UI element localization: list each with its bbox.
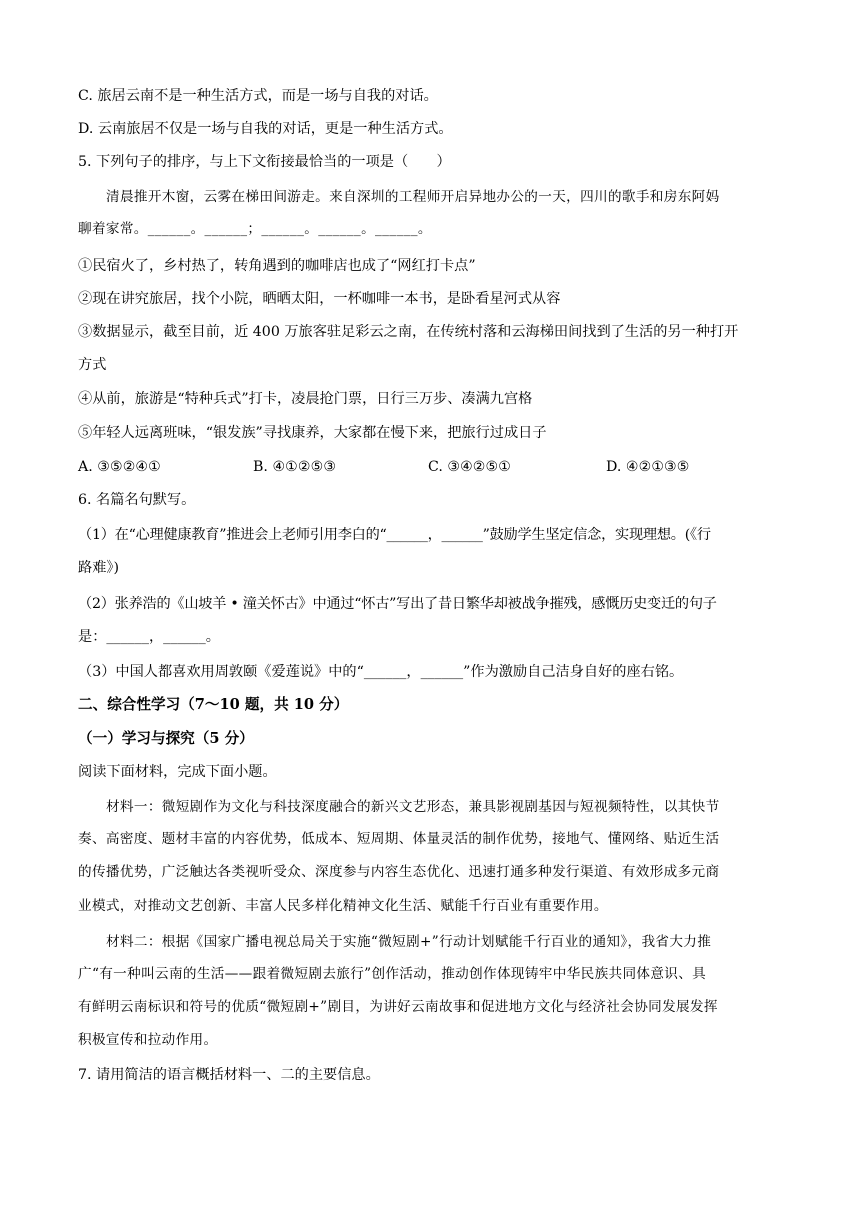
q4-option-c: C. 旅居云南不是一种生活方式，而是一场与自我的对话。 xyxy=(78,88,438,104)
q6-sub-3: （3）中国人都喜欢用周敦颐《爱莲说》中的“______，______”作为激励自己洁身自好的座右铭。 xyxy=(78,664,684,680)
q6-sub-2-cont: 是：______，______。 xyxy=(78,629,220,645)
q5-item-3: ③数据显示，截至目前，近 400 万旅客驻足彩云之南，在传统村落和云海梯田间找到了生活的另一种打开 xyxy=(78,324,739,340)
q5-passage-line: 清晨推开木窗，云雾在梯田间游走。来自深圳的工程师开启异地办公的一天，四川的歌手和房东阿妈 xyxy=(106,189,720,205)
section-heading: 二、综合性学习（7～10 题，共 10 分） xyxy=(78,696,349,713)
q7-stem: 7. 请用简洁的语言概括材料一、二的主要信息。 xyxy=(78,1067,380,1083)
material-2-line: 有鲜明云南标识和符号的优质“微短剧+”剧目，为讲好云南故事和促进地方文化与经济社会协同发展发挥 xyxy=(78,999,718,1015)
q5-item-5: ⑤年轻人远离班味，“银发族”寻找康养，大家都在慢下来，把旅行过成日子 xyxy=(78,425,547,441)
q5-item-1: ①民宿火了，乡村热了，转角遇到的咖啡店也成了“网红打卡点” xyxy=(78,258,476,274)
material-2-line: 广“有一种叫云南的生活——跟着微短剧去旅行”创作活动，推动创作体现铸牢中华民族共同体意识、具 xyxy=(78,966,707,982)
material-1-line: 的传播优势，广泛触达各类视听受众、深度参与内容生态优化、迅速打通多种发行渠道、有效形成多元商 xyxy=(78,864,720,880)
q5-stem: 5. 下列句子的排序，与上下文衔接最恰当的一项是（ ） xyxy=(78,154,451,170)
material-1-line: 奏、高密度、题材丰富的内容优势，低成本、短周期、体量灵活的制作优势，接地气、懂网络、贴近生活 xyxy=(78,831,720,847)
q6-sub-2: （2）张养浩的《山坡羊 • 潼关怀古》中通过“怀古”写出了昔日繁华却被战争摧残，感慨历史变迁的句子 xyxy=(78,596,717,612)
reading-instruction: 阅读下面材料，完成下面小题。 xyxy=(78,764,277,780)
material-2-line: 材料二：根据《国家广播电视总局关于实施“微短剧+”行动计划赋能千行百业的通知》，我省大力推 xyxy=(106,934,712,950)
q5-option-d: D. ④②①③⑤ xyxy=(606,459,690,475)
q5-item-2: ②现在讲究旅居，找个小院，晒晒太阳，一杯咖啡一本书，是卧看星河式从容 xyxy=(78,291,561,307)
q4-option-d: D. 云南旅居不仅是一场与自我的对话，更是一种生活方式。 xyxy=(78,121,453,137)
subsection-heading: （一）学习与探究（5 分） xyxy=(78,730,254,747)
q6-stem: 6. 名篇名句默写。 xyxy=(78,492,196,508)
material-2-line: 积极宣传和拉动作用。 xyxy=(78,1032,218,1048)
material-1-line: 材料一：微短剧作为文化与科技深度融合的新兴文艺形态，兼具影视剧基因与短视频特性，以其快节 xyxy=(106,799,720,815)
q6-sub-1-cont: 路难》) xyxy=(78,560,119,576)
material-1-line: 业模式，对推动文艺创新、丰富人民多样化精神文化生活、赋能千行百业有重要作用。 xyxy=(78,898,608,914)
q5-item-3-cont: 方式 xyxy=(78,357,107,373)
q6-sub-1: （1）在“心理健康教育”推进会上老师引用李白的“______，______”鼓励学生坚定信念，实现理想。(《行 xyxy=(78,527,711,543)
q5-passage-line: 聊着家常。______。______；______。______。______。 xyxy=(78,221,432,237)
q5-option-c: C. ③④②⑤① xyxy=(428,459,511,475)
q5-option-a: A. ③⑤②④① xyxy=(78,459,161,475)
q5-option-b: B. ④①②⑤③ xyxy=(253,459,337,475)
q5-item-4: ④从前，旅游是“特种兵式”打卡，凌晨抢门票，日行三万步、凑满九宫格 xyxy=(78,391,533,407)
